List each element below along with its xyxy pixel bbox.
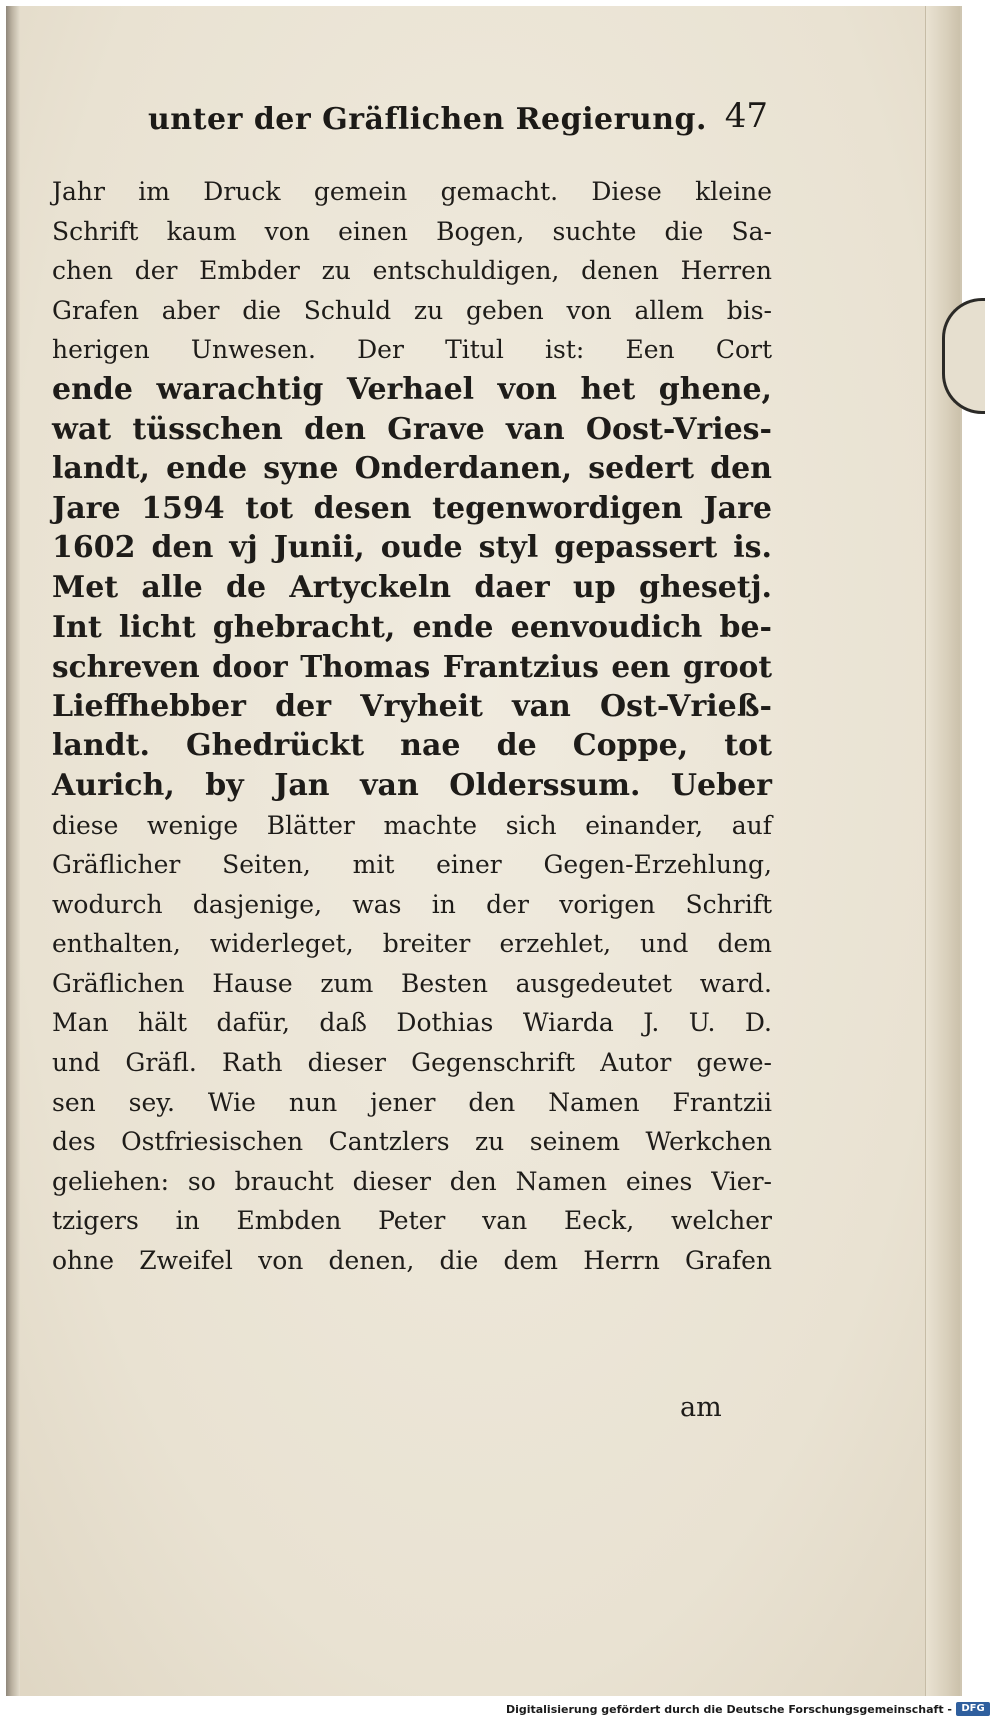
text-line: des Ostfriesischen Cantzlers zu seinem Werkchen (52, 1127, 772, 1157)
page-spine-shadow (6, 6, 20, 1696)
text-line: sen sey. Wie nun jener den Namen Frantzii (52, 1087, 772, 1117)
text-line: enthalten, widerleget, breiter erzehlet, und dem (52, 929, 772, 959)
digitization-credit: Digitalisierung gefördert durch die Deutsche Forschungsgemeinschaft - (505, 1703, 952, 1716)
text-line: Jare 1594 tot desen tegenwordigen Jare (52, 490, 772, 526)
text-line: Man hält dafür, daß Dothias Wiarda J. U. D. (52, 1008, 772, 1038)
text-line: Met alle de Artyckeln daer up ghesetj. (52, 569, 772, 605)
text-line: tzigers in Embden Peter van Eeck, welcher (52, 1206, 772, 1236)
text-line: schreven door Thomas Frantzius een groot (52, 649, 772, 685)
page-number: 47 (724, 96, 768, 136)
catchword: am (680, 1392, 722, 1423)
text-line: wat tüsschen den Grave van Oost-Vries- (52, 411, 772, 447)
page-tab-mark (942, 298, 985, 414)
text-line: wodurch dasjenige, was in der vorigen Schrift (52, 889, 772, 919)
text-line: Gräflichen Hause zum Besten ausgedeutet ward. (52, 968, 772, 998)
text-line: ohne Zweifel von denen, die dem Herrn Grafen (52, 1246, 772, 1276)
dfg-logo-icon: DFG (956, 1702, 990, 1716)
text-line: geliehen: so braucht dieser den Namen eines Vier- (52, 1166, 772, 1196)
text-line: Grafen aber die Schuld zu geben von allem bis- (52, 295, 772, 325)
text-line: Aurich, by Jan van Olderssum. Ueber (52, 767, 772, 803)
body-text (52, 172, 772, 1281)
text-line: diese wenige Blätter machte sich einander, auf (52, 810, 772, 840)
page-right-edge (925, 6, 960, 1696)
text-line: Schrift kaum von einen Bogen, suchte die Sa- (52, 216, 772, 246)
text-line: 1602 den vj Junii, oude styl gepassert is. (52, 530, 772, 566)
text-line: Jahr im Druck gemein gemacht. Diese kleine (52, 177, 772, 206)
text-line: Int licht ghebracht, ende eenvoudich be- (52, 609, 772, 645)
text-line: Lieffhebber der Vryheit van Ost-Vrieß- (52, 688, 772, 724)
text-line: landt. Ghedrückt nae de Coppe, tot (52, 728, 772, 764)
text-line: und Gräfl. Rath dieser Gegenschrift Autor gewe- (52, 1048, 772, 1078)
page-header (148, 96, 768, 152)
running-head: unter der Gräflichen Regierung. (148, 102, 707, 137)
text-line: chen der Embder zu entschuldigen, denen Herren (52, 256, 772, 286)
text-line: ende warachtig Verhael von het ghene, (52, 371, 772, 407)
text-line: landt, ende syne Onderdanen, sedert den (52, 451, 772, 487)
text-line: herigen Unwesen. Der Titul ist: Een Cort (52, 335, 772, 365)
text-line: Gräflicher Seiten, mit einer Gegen-Erzehlung, (52, 850, 772, 880)
